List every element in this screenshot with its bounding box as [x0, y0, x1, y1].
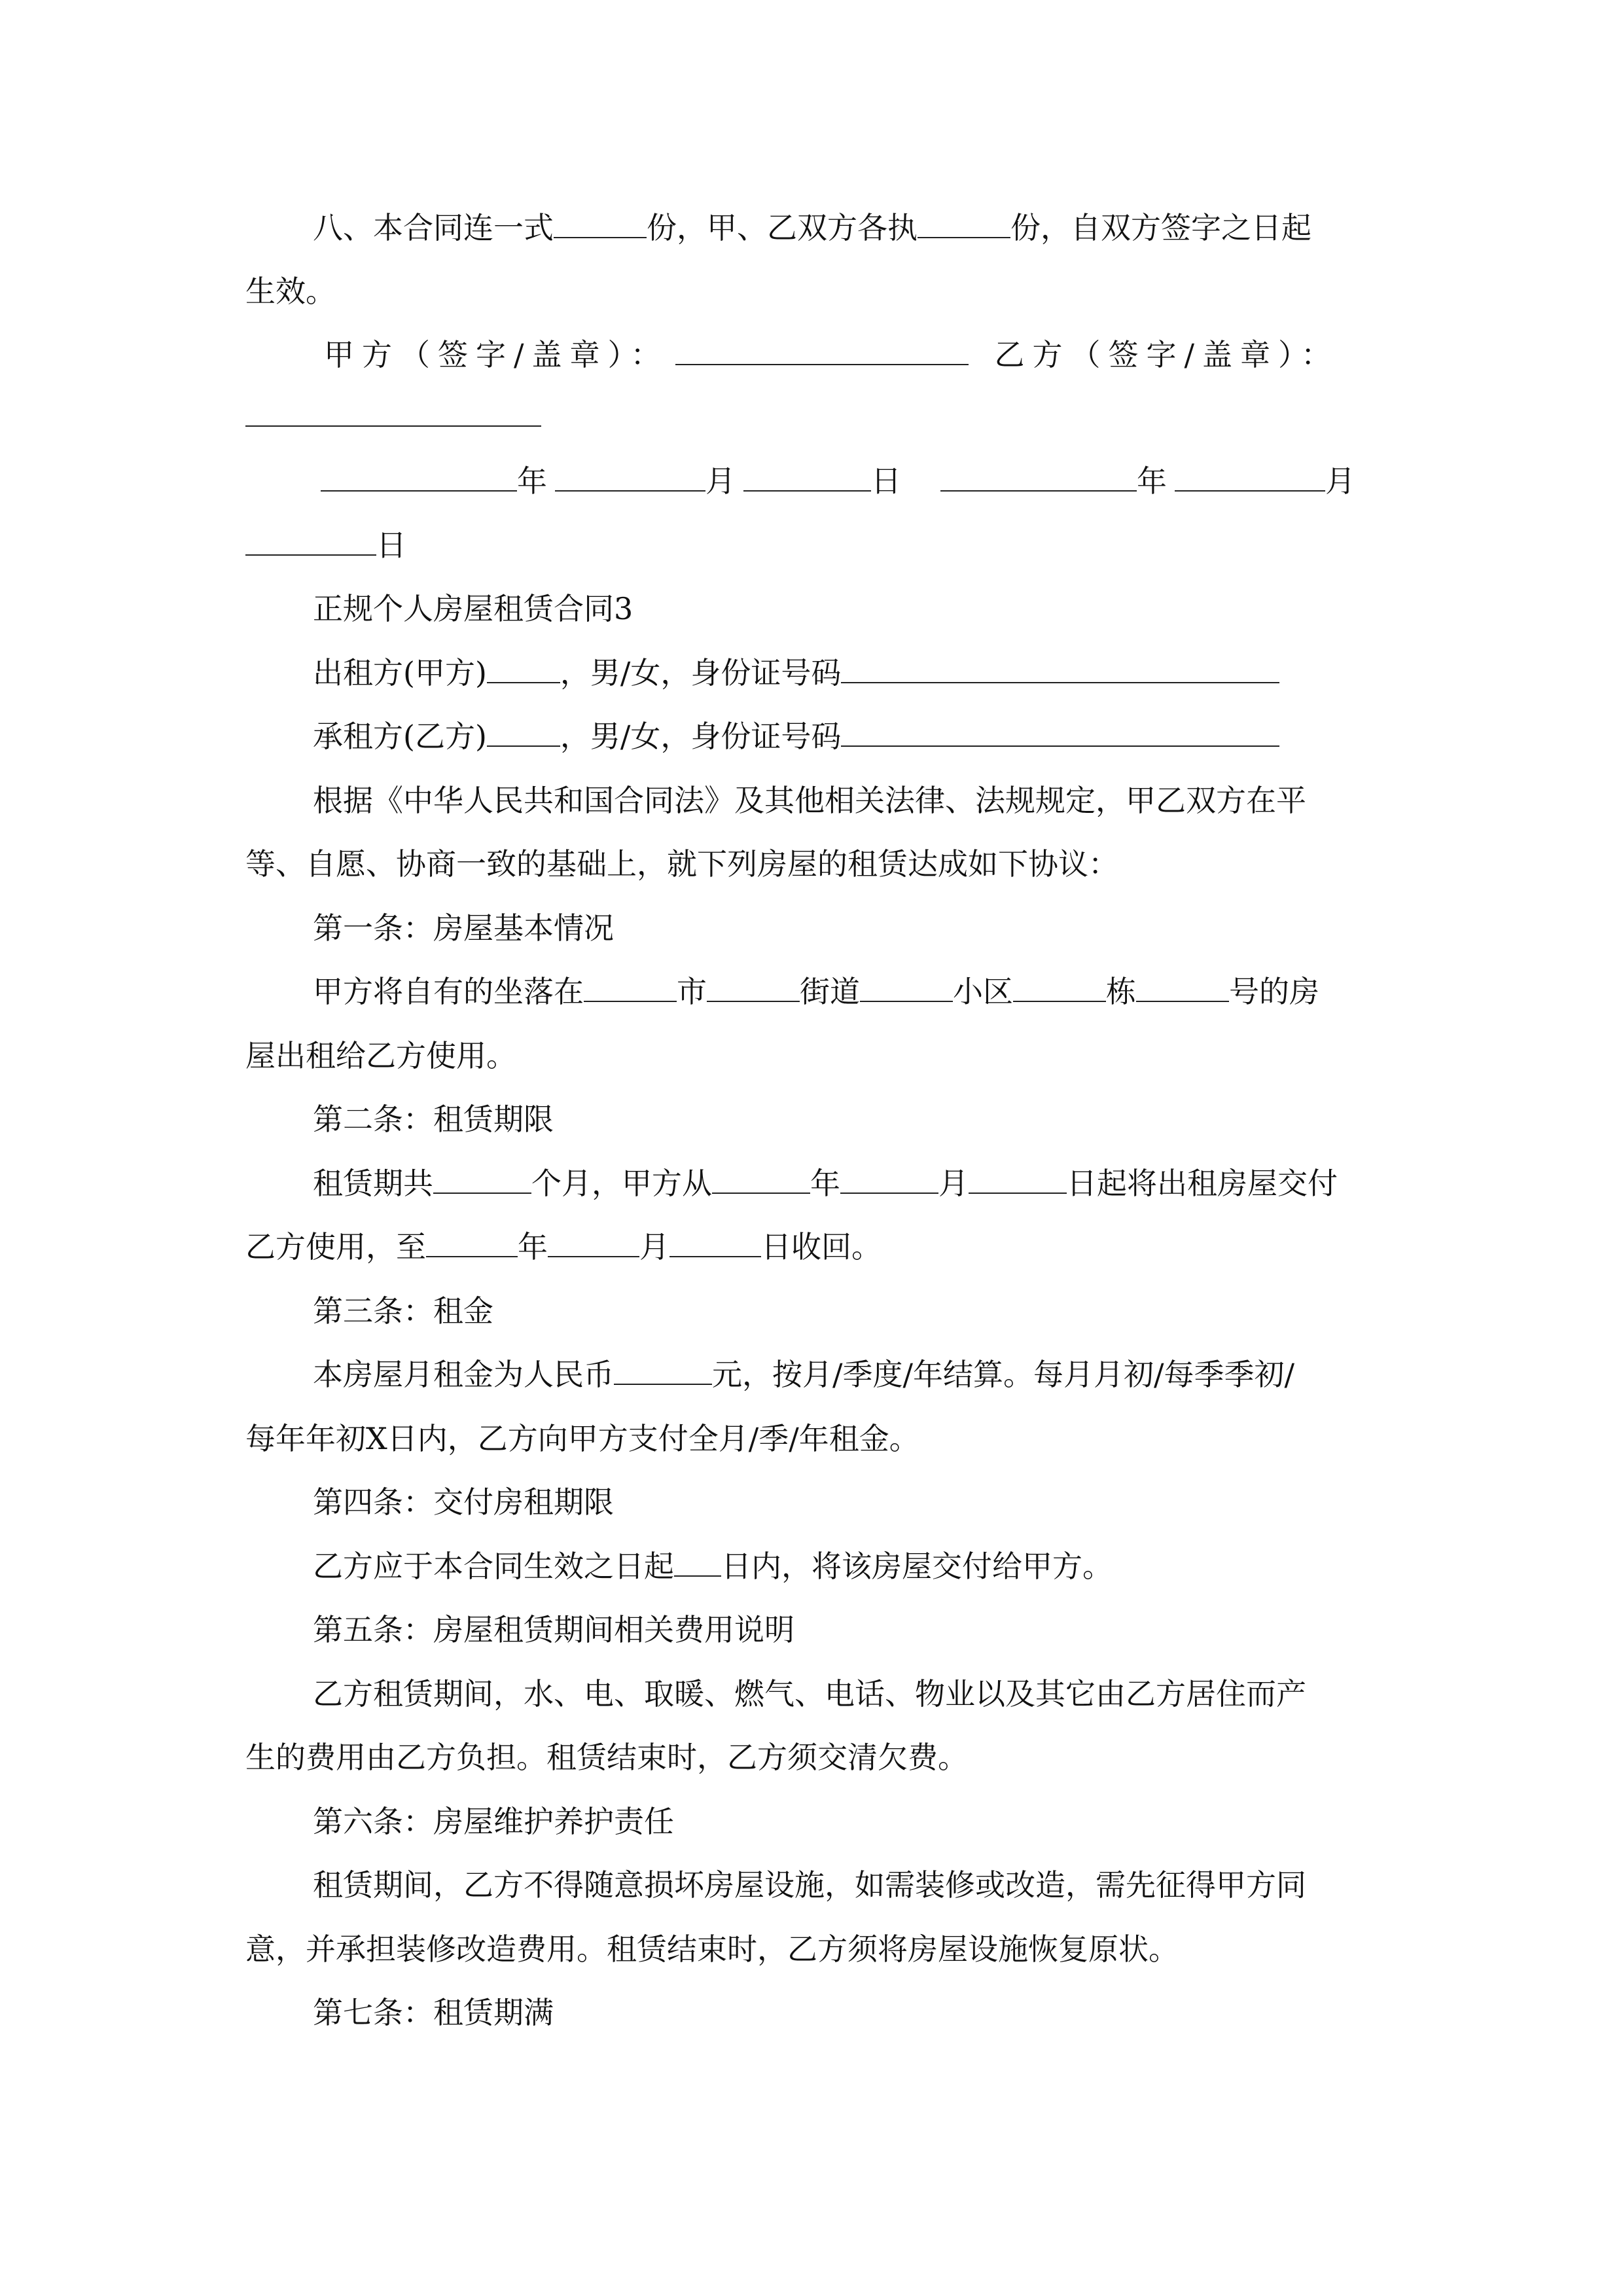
- day-1-blank[interactable]: [743, 461, 871, 492]
- month-1-blank[interactable]: [555, 461, 705, 492]
- article-1-text-a: 甲方将自有的坐落在: [313, 974, 584, 1009]
- number-blank[interactable]: [1136, 972, 1229, 1002]
- party-a-signature-blank[interactable]: [675, 335, 969, 365]
- lessee-name-blank[interactable]: [487, 717, 560, 747]
- day-1-label: 日: [871, 463, 901, 499]
- rent-amount-blank[interactable]: [614, 1355, 712, 1385]
- article-2-heading: [313, 1100, 554, 1139]
- article-6-line-1: [313, 1865, 1306, 1905]
- day-2-label: 日: [376, 528, 406, 563]
- article-2-line-2: [245, 1227, 882, 1266]
- signature-line-2: [245, 397, 541, 436]
- year-1-blank[interactable]: [321, 461, 517, 492]
- community-label: 小区: [953, 974, 1013, 1009]
- basis-text-1: 根据《中华人民共和国合同法》及其他相关法律、法规规定，甲乙双方在平: [313, 783, 1306, 818]
- clause-8-text-c: 份，自双方签字之日起: [1010, 210, 1311, 245]
- lessor-id-label: ，男/女，身份证号码: [560, 655, 842, 691]
- year-2-label: 年: [1137, 463, 1167, 499]
- start-month-label: 月: [938, 1166, 969, 1201]
- lessor-id-blank[interactable]: [841, 653, 1279, 683]
- date-line: [321, 461, 1355, 501]
- day-2-blank[interactable]: [245, 526, 376, 556]
- basis-text-2: 等、自愿、协商一致的基础上，就下列房屋的租赁达成如下协议：: [245, 846, 1118, 882]
- article-2-text-c: 日起将出租房屋交付: [1067, 1166, 1338, 1201]
- article-4-heading: [313, 1482, 614, 1522]
- months-blank[interactable]: [433, 1164, 531, 1194]
- article-5-text-b: 生的费用由乙方负担。租赁结束时，乙方须交清欠费。: [245, 1740, 968, 1775]
- lessor-name-blank[interactable]: [487, 653, 560, 683]
- clause-8-line-1: [313, 208, 1311, 247]
- basis-line-2: [245, 844, 1118, 884]
- city-blank[interactable]: [584, 972, 677, 1002]
- end-day-blank[interactable]: [669, 1227, 761, 1257]
- article-5-heading-text: 第五条：房屋租赁期间相关费用说明: [313, 1612, 794, 1647]
- article-5-heading: [313, 1610, 794, 1649]
- copies-total-blank[interactable]: [554, 208, 647, 238]
- date-line-2: [245, 526, 406, 565]
- lessee-label: 承租方(乙方): [313, 719, 487, 754]
- month-2-blank[interactable]: [1175, 461, 1325, 492]
- copies-each-blank[interactable]: [918, 208, 1010, 238]
- party-b-signature-label: 乙方（签字/盖章）：: [994, 337, 1339, 372]
- article-2-text-e: 日收回。: [761, 1229, 882, 1265]
- street-label: 街道: [800, 974, 860, 1009]
- article-2-line-1: [313, 1164, 1338, 1203]
- month-1-label: 月: [705, 463, 736, 499]
- lessee-id-blank[interactable]: [841, 717, 1279, 747]
- city-label: 市: [677, 974, 707, 1009]
- start-month-blank[interactable]: [840, 1164, 938, 1194]
- start-year-blank[interactable]: [712, 1164, 810, 1194]
- article-3-line-1: [313, 1355, 1294, 1394]
- contract-title: [313, 589, 633, 628]
- article-2-text-b: 个月，甲方从: [531, 1166, 712, 1201]
- contract-title-text: 正规个人房屋租赁合同3: [313, 591, 633, 626]
- article-5-text-a: 乙方租赁期间，水、电、取暖、燃气、电话、物业以及其它由乙方居住而产: [313, 1676, 1306, 1712]
- month-2-label: 月: [1325, 463, 1355, 499]
- article-3-text-c: 每年年初X日内，乙方向甲方支付全月/季/年租金。: [245, 1421, 919, 1456]
- building-label: 栋: [1106, 974, 1136, 1009]
- year-2-blank[interactable]: [940, 461, 1137, 492]
- article-5-line-1: [313, 1674, 1306, 1713]
- article-2-heading-text: 第二条：租赁期限: [313, 1102, 554, 1137]
- article-2-text-a: 租赁期共: [313, 1166, 433, 1201]
- party-a-signature-label: 甲方（签字/盖章）：: [324, 337, 669, 372]
- days-blank[interactable]: [674, 1547, 721, 1577]
- start-day-blank[interactable]: [969, 1164, 1067, 1194]
- year-1-label: 年: [517, 463, 547, 499]
- end-month-label: 月: [639, 1229, 669, 1265]
- article-2-text-d: 乙方使用，至: [245, 1229, 426, 1265]
- lessee-line: [313, 717, 1279, 756]
- end-year-label: 年: [518, 1229, 548, 1265]
- lessor-line: [313, 653, 1279, 692]
- article-4-text-a: 乙方应于本合同生效之日起: [313, 1549, 674, 1584]
- article-3-text-b: 元，按月/季度/年结算。每月月初/每季季初/: [712, 1357, 1294, 1392]
- article-1-line-1: [313, 972, 1319, 1011]
- article-5-line-2: [245, 1738, 968, 1777]
- article-7-heading: [313, 1993, 554, 2032]
- lessee-id-label: ，男/女，身份证号码: [560, 719, 842, 754]
- number-label: 号的房: [1229, 974, 1319, 1009]
- clause-8-text-b: 份，甲、乙双方各执: [647, 210, 918, 245]
- clause-8-text-d: 生效。: [245, 274, 336, 309]
- lessor-label: 出租方(甲方): [313, 655, 487, 691]
- party-b-signature-blank[interactable]: [245, 397, 541, 427]
- clause-8-line-2: [245, 272, 336, 311]
- article-3-line-2: [245, 1419, 919, 1458]
- article-3-heading-text: 第三条：租金: [313, 1293, 493, 1329]
- article-1-heading: [313, 908, 614, 948]
- article-4-text-b: 日内，将该房屋交付给甲方。: [721, 1549, 1113, 1584]
- article-7-heading-text: 第七条：租赁期满: [313, 1995, 554, 2030]
- article-6-heading: [313, 1802, 674, 1841]
- article-4-heading-text: 第四条：交付房租期限: [313, 1484, 614, 1520]
- article-3-heading: [313, 1291, 493, 1331]
- article-4-line-1: [313, 1547, 1113, 1586]
- article-6-text-a: 租赁期间，乙方不得随意损坏房屋设施，如需装修或改造，需先征得甲方同: [313, 1867, 1306, 1903]
- article-1-line-2: [245, 1036, 516, 1075]
- article-1-heading-text: 第一条：房屋基本情况: [313, 910, 614, 946]
- article-1-text-b: 屋出租给乙方使用。: [245, 1038, 516, 1073]
- basis-line-1: [313, 781, 1306, 820]
- article-3-text-a: 本房屋月租金为人民币: [313, 1357, 614, 1392]
- end-year-blank[interactable]: [426, 1227, 518, 1257]
- end-month-blank[interactable]: [548, 1227, 639, 1257]
- article-6-text-b: 意，并承担装修改造费用。租赁结束时，乙方须将房屋设施恢复原状。: [245, 1931, 1179, 1967]
- signature-line: [324, 335, 1339, 374]
- community-blank[interactable]: [860, 972, 953, 1002]
- building-blank[interactable]: [1013, 972, 1106, 1002]
- start-year-label: 年: [810, 1166, 840, 1201]
- street-blank[interactable]: [707, 972, 800, 1002]
- article-6-heading-text: 第六条：房屋维护养护责任: [313, 1804, 674, 1839]
- clause-8-text-a: 八、本合同连一式: [313, 210, 554, 245]
- article-6-line-2: [245, 1929, 1179, 1969]
